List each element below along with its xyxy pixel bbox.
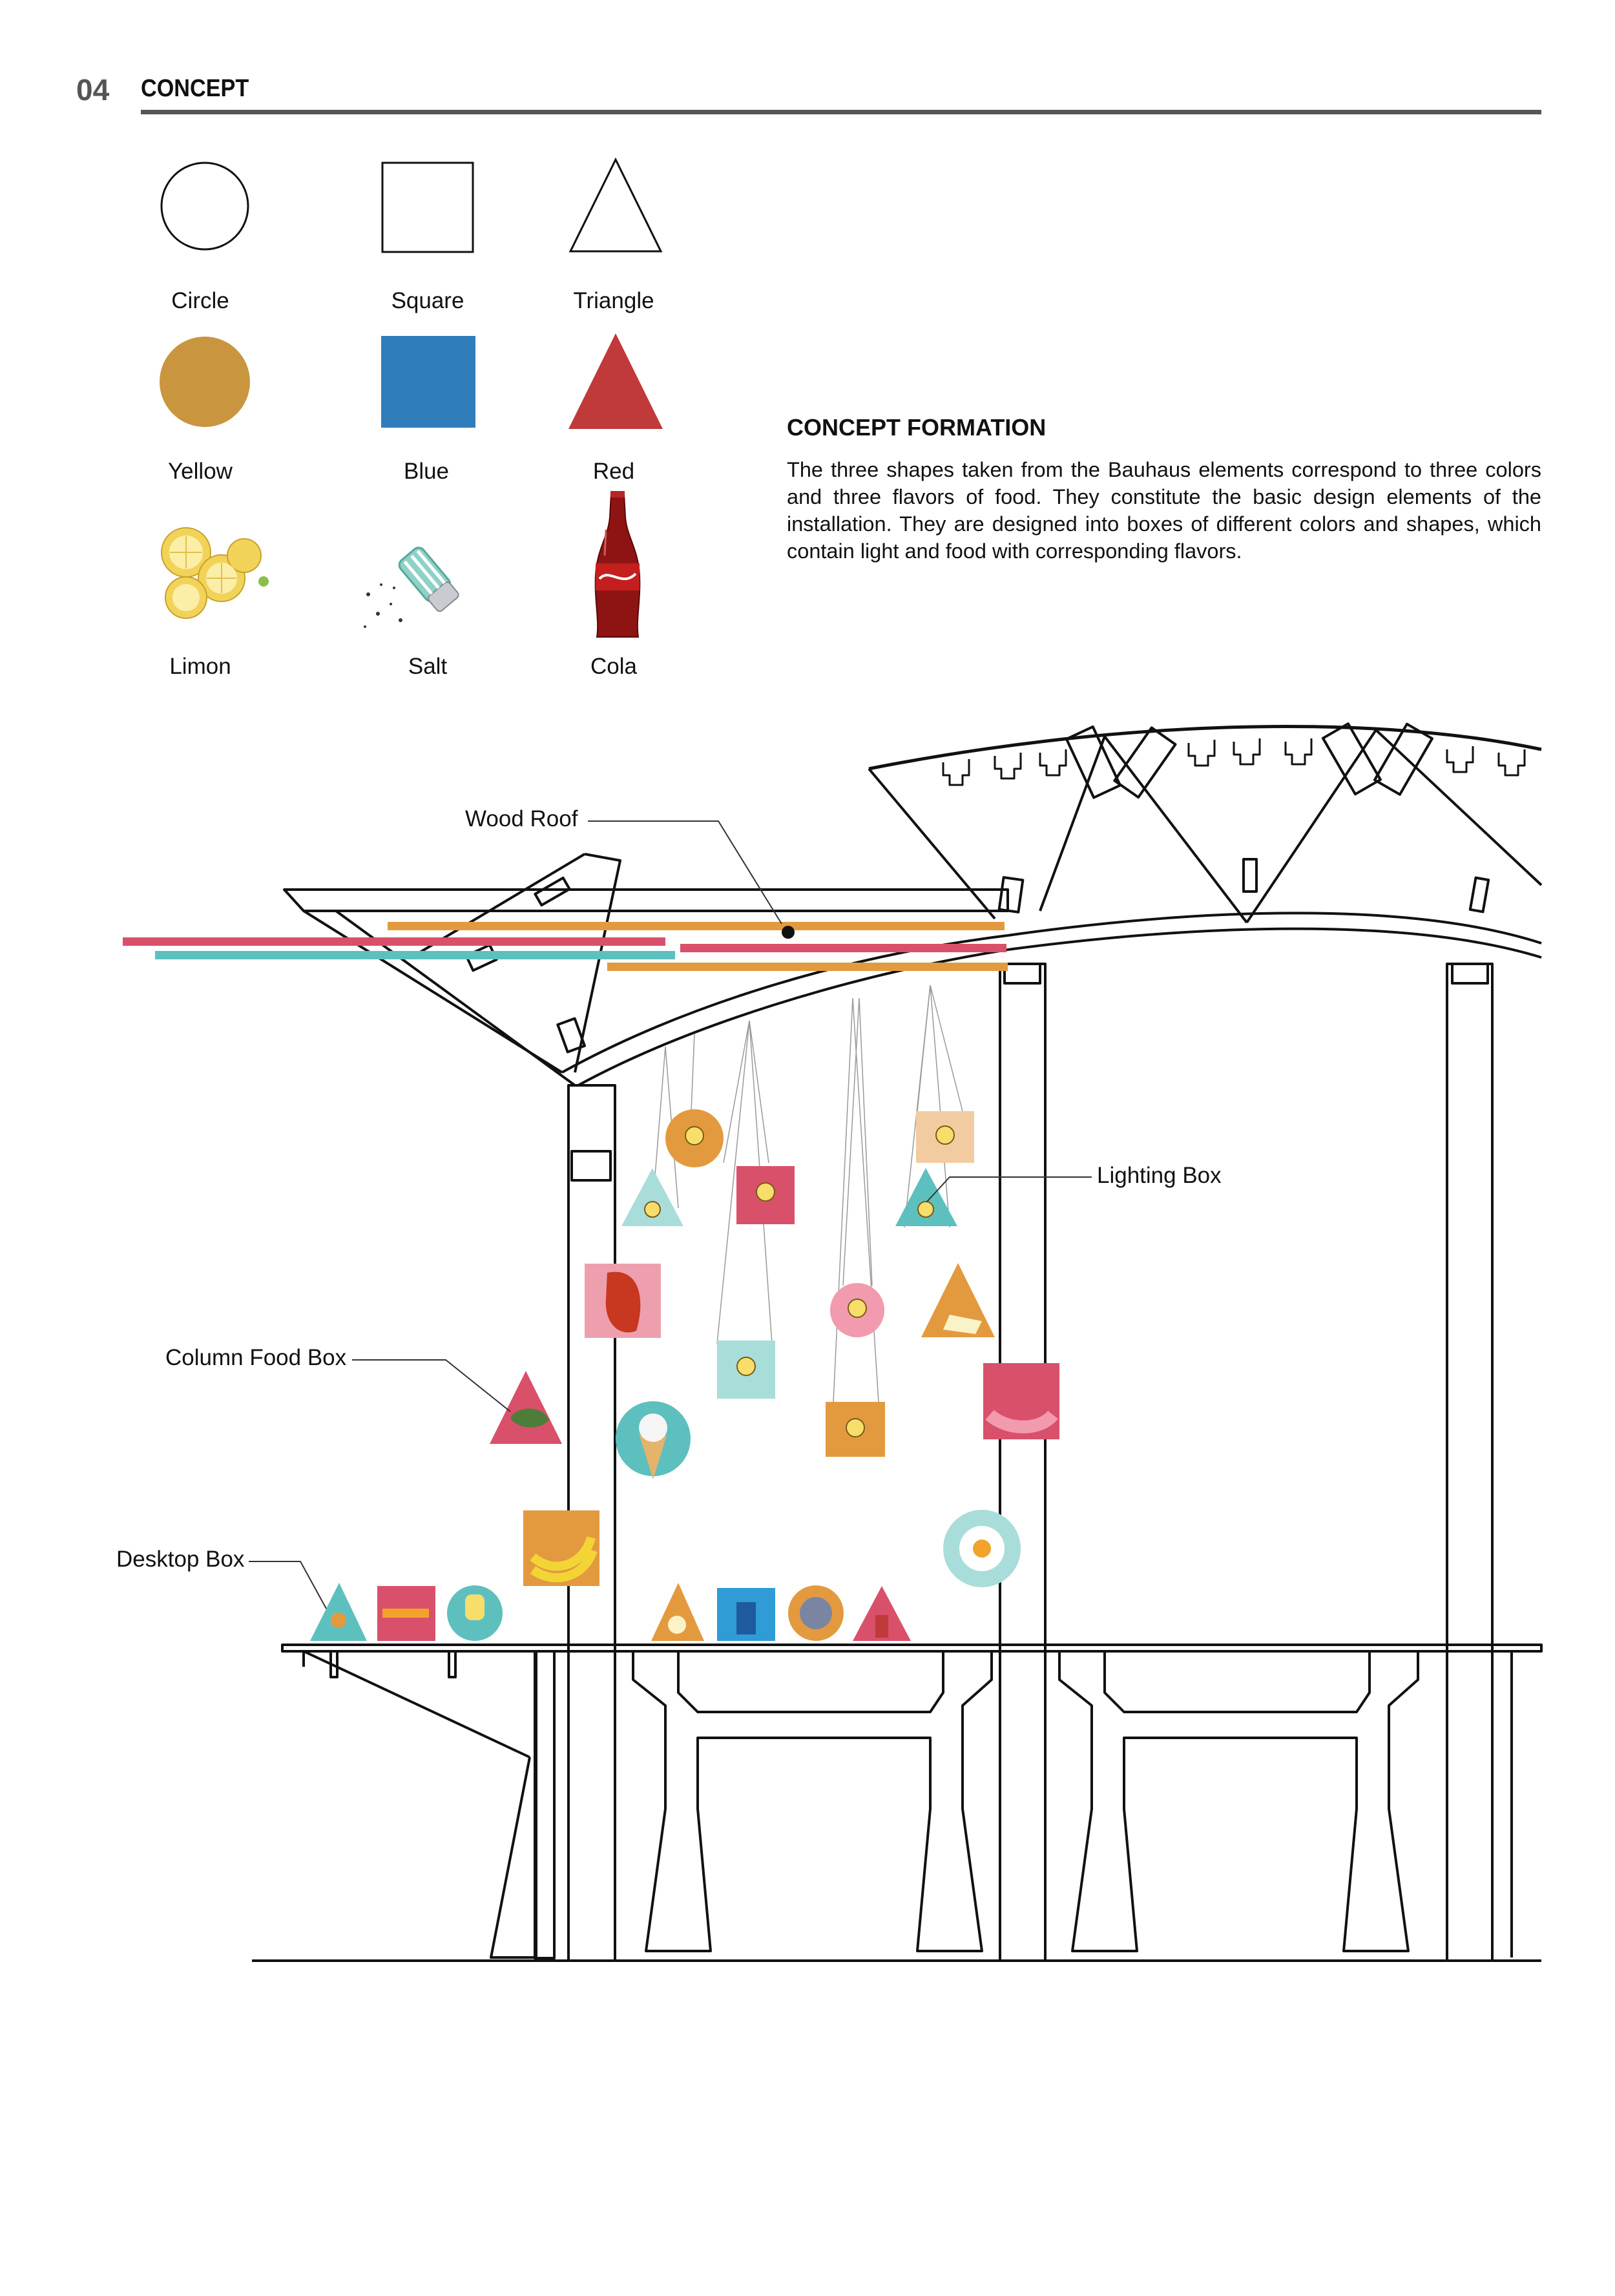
circle-label: Circle — [171, 288, 229, 313]
section-title: CONCEPT — [141, 75, 249, 102]
square-label: Square — [391, 288, 464, 313]
callout-wood-roof: Wood Roof — [465, 806, 578, 831]
cola-label: Cola — [590, 654, 637, 679]
page-number: 04 — [76, 73, 110, 107]
limon-label: Limon — [169, 654, 231, 679]
blue-label: Blue — [403, 459, 450, 484]
yellow-label: Yellow — [168, 459, 233, 484]
concept-body: The three shapes taken from the Bauhaus elements correspond to three colors and three flavors of food. They constitute the basic design elements of the installation. They are designed into boxes of different colors and shapes, which contain light and food with corresponding flavors. — [787, 458, 1541, 563]
callout-lighting-box: Lighting Box — [1097, 1163, 1222, 1188]
red-label: Red — [592, 459, 635, 484]
salt-label: Salt — [408, 654, 448, 679]
triangle-label: Triangle — [573, 288, 654, 313]
concept-heading: CONCEPT FORMATION — [787, 414, 1047, 441]
callout-desktop-box: Desktop Box — [116, 1547, 245, 1572]
callout-column-food-box: Column Food Box — [165, 1345, 347, 1370]
